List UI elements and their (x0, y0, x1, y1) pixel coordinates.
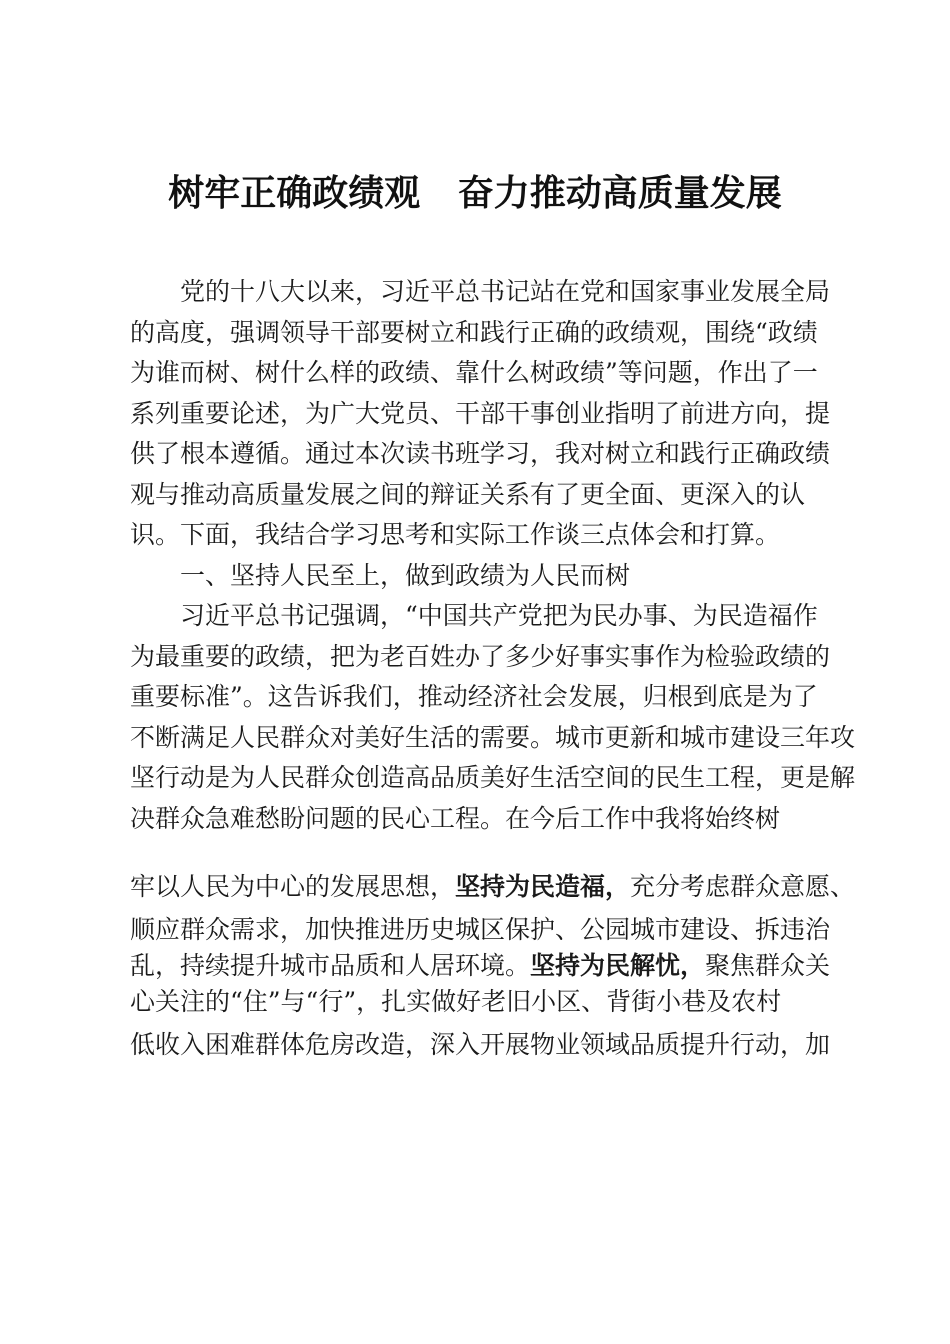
paragraph-line: 决群众急难愁盼问题的民心工程。在今后工作中我将始终树 (130, 803, 781, 833)
paragraph-line: 习近平总书记强调，“中国共产党把为民办事、为民造福作 (180, 601, 818, 630)
paragraph-line: 为谁而树、树什么样的政绩、靠什么树政绩”等问题，作出了一 (130, 358, 818, 387)
text-run: 充分考虑群众意愿、 (630, 872, 856, 901)
section-heading: 一、坚持人民至上，做到政绩为人民而树 (180, 560, 631, 590)
emphasis-text: 坚持为民造福， (455, 872, 631, 901)
text-run: 乱，持续提升城市品质和人居环境。 (130, 951, 531, 980)
paragraph-line: 心关注的“住”与“行”，扎实做好老旧小区、背街小巷及农村 (130, 987, 782, 1016)
paragraph-line: 重要标准”。这告诉我们，推动经济社会发展，归根到底是为了 (130, 682, 818, 711)
paragraph-line: 供了根本遵循。通过本次读书班学习，我对树立和践行正确政绩 (130, 439, 831, 468)
paragraph-line: 的高度，强调领导干部要树立和践行正确的政绩观，围绕“政绩 (130, 317, 818, 347)
body-section-2 (130, 869, 856, 1063)
paragraph-line: 观与推动高质量发展之间的辩证关系有了更全面、更深入的认 (130, 479, 806, 509)
text-run: 牢以人民为中心的发展思想， (130, 872, 456, 901)
emphasis-text: 坚持为民解忧， (530, 951, 706, 980)
text-run: 聚焦群众关 (705, 951, 831, 980)
paragraph-line: 坚行动是为人民群众创造高品质美好生活空间的民生工程，更是解 (130, 763, 856, 792)
paragraph-line: 低收入困难群体危房改造，深入开展物业领域品质提升行动，加 (130, 1030, 831, 1059)
document-title: 树牢正确政绩观 奋力推动高质量发展 (168, 172, 782, 214)
body-section-1 (130, 272, 856, 839)
paragraph-line (130, 869, 856, 905)
paragraph-line: 不断满足人民群众对美好生活的需要。城市更新和城市建设三年攻 (130, 722, 856, 752)
paragraph-line: 党的十八大以来，习近平总书记站在党和国家事业发展全局 (180, 277, 831, 306)
paragraph-line: 识。下面，我结合学习思考和实际工作谈三点体会和打算。 (130, 520, 781, 549)
paragraph-line (130, 948, 830, 984)
paragraph-line: 为最重要的政绩，把为老百姓办了多少好事实事作为检验政绩的 (130, 641, 831, 671)
paragraph-line: 系列重要论述，为广大党员、干部干事创业指明了前进方向，提 (130, 398, 831, 428)
paragraph-line: 顺应群众需求，加快推进历史城区保护、公园城市建设、拆违治 (130, 915, 831, 944)
